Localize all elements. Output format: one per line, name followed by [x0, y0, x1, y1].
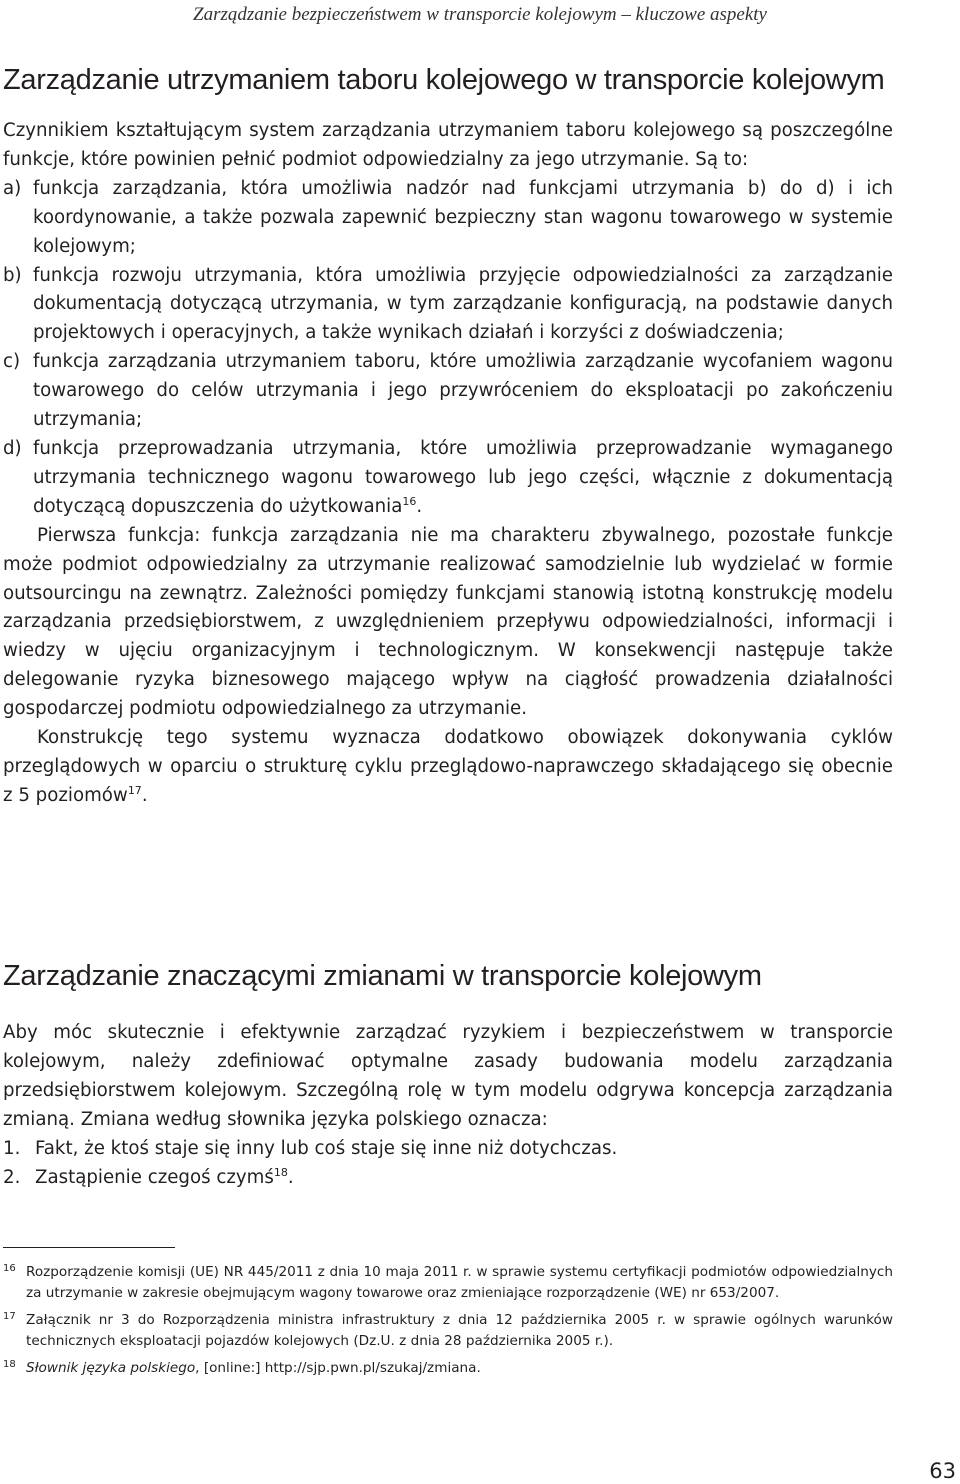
paragraph-change-management: Aby móc skutecznie i efektywnie zarządzać ryzykiem i bezpieczeństwem w transporcie kolejowym, należy zdefiniować optymalne zasady budowania modelu zarządzania przedsiębiorstwem kolejowym. Szczególną rolę w tym modelu odgrywa koncepcja zarządzania zmianą. Zmiana według słownika języka polskiego oznacza: — [3, 1022, 893, 1130]
list-item-b — [3, 262, 893, 349]
intro-paragraph: Czynnikiem kształtującym system zarządzania utrzymaniem taboru kolejowego są poszczególne funkcje, które powinien pełnić podmiot odpowiedzialny za jego utrzymanie. Są to: — [3, 120, 893, 170]
footnote-ref-18[interactable]: 18 — [273, 1165, 288, 1179]
footnote-17 — [3, 1310, 893, 1352]
paragraph-system-wrap — [3, 724, 893, 811]
list-text: Fakt, że ktoś staje się inny lub coś staje się inne niż dotychczas. — [35, 1137, 618, 1159]
list-item-c — [3, 348, 893, 435]
footnote-18 — [3, 1358, 893, 1379]
footnote-number: 18 — [3, 1359, 16, 1370]
list-item-a — [3, 175, 893, 262]
footnote-number: 16 — [3, 1263, 16, 1274]
dictionary-title: Słownik języka polskiego — [26, 1360, 196, 1376]
footnote-16 — [3, 1262, 893, 1304]
footnote-text: Rozporządzenie komisji (UE) NR 445/2011 z dnia 10 maja 2011 r. w sprawie systemu certyfikacji podmiotów odpowiedzialnych za utrzymanie w zakresie obejmującym wagony towarowe oraz zmieniające rozporządzenie (WE) nr 653/2007. — [26, 1264, 893, 1301]
footnote-text: Załącznik nr 3 do Rozporządzenia ministra infrastruktury z dnia 12 października 2005 r. w sprawie ogólnych warunków technicznych eksploatacji pojazdów kolejowych (Dz.U. z dnia 28 października 2005 r.). — [26, 1312, 893, 1349]
numbered-item-2 — [3, 1164, 893, 1193]
list-marker: 1. — [3, 1137, 21, 1159]
page-number: 63 — [929, 1459, 956, 1483]
list-text: funkcja przeprowadzania utrzymania, które umożliwia przeprowadzanie wymaganego utrzymania technicznego wagonu towarowego lub jego części, włącznie z dokumentacją dotyczącą dopuszczenia do użytkowania — [33, 437, 893, 517]
section-heading-maintenance: Zarządzanie utrzymaniem taboru kolejowego w transporcie kolejowym — [3, 64, 885, 96]
list-text-end: . — [416, 495, 423, 517]
section-heading-changes: Zarządzanie znaczącymi zmianami w transporcie kolejowym — [3, 960, 762, 992]
section-body-changes — [3, 1019, 893, 1192]
numbered-item-1 — [3, 1135, 893, 1164]
paragraph-functions: Pierwsza funkcja: funkcja zarządzania nie ma charakteru zbywalnego, pozostałe funkcje może podmiot odpowiedzialny za utrzymanie realizować samodzielnie lub wydzielać w formie outsourcingu na zewnątrz. Zależności pomiędzy funkcjami stanowią istotną konstrukcję modelu zarządzania przedsiębiorstwem, z uwzględnieniem przepływu odpowiedzialności, informacji i wiedzy w ujęciu organizacyjnym i technologicznym. W konsekwencji następuje także delegowanie ryzyka biznesowego mającego wpływ na ciągłość prowadzenia działalności gospodarczej podmiotu odpowiedzialnego za utrzymanie. — [3, 524, 893, 720]
footnote-separator — [3, 1247, 175, 1248]
list-item-d — [3, 435, 893, 522]
footnote-ref-16[interactable]: 16 — [402, 494, 417, 508]
footnote-text-wrap — [26, 1358, 893, 1379]
paragraph-end: . — [141, 784, 148, 806]
running-header: Zarządzanie bezpieczeństwem w transporcie kolejowym – kluczowe aspekty — [193, 4, 767, 25]
list-text-wrap — [33, 435, 893, 522]
paragraph-system: Konstrukcję tego systemu wyznacza dodatkowo obowiązek dokonywania cyklów przeglądowych w oparciu o strukturę cyklu przeglądowo-naprawczego składającego się obecnie z 5 poziomów — [3, 727, 893, 806]
footnote-ref-17[interactable]: 17 — [127, 783, 142, 797]
footnotes — [3, 1262, 893, 1385]
footnote-text: , [online:] http://sjp.pwn.pl/szukaj/zmiana. — [195, 1360, 481, 1376]
footnote-number: 17 — [3, 1311, 16, 1322]
list-marker: a) — [3, 177, 22, 199]
list-text-end: . — [287, 1166, 294, 1188]
list-marker: d) — [3, 437, 22, 459]
section-body-maintenance — [3, 117, 893, 811]
list-marker: 2. — [3, 1166, 21, 1188]
list-text: Zastąpienie czegoś czymś — [35, 1166, 274, 1188]
list-text-wrap — [35, 1164, 294, 1193]
list-marker: c) — [3, 351, 21, 373]
list-text: funkcja zarządzania utrzymaniem taboru, które umożliwia zarządzanie wycofaniem wagonu towarowego do celów utrzymania i jego przywróceniem do eksploatacji po zakończeniu utrzymania; — [33, 351, 893, 431]
list-marker: b) — [3, 264, 22, 286]
list-text: funkcja zarządzania, która umożliwia nadzór nad funkcjami utrzymania b) do d) i ich koordynowanie, a także pozwala zapewnić bezpieczny stan wagonu towarowego w systemie kolejowym; — [33, 177, 893, 257]
list-text: funkcja rozwoju utrzymania, która umożliwia przyjęcie odpowiedzialności za zarządzanie dokumentacją dotyczącą utrzymania, w tym zarządzanie konfiguracją, na podstawie danych projektowych i operacyjnych, a także wynikach działań i korzyści z doświadczenia; — [33, 264, 893, 344]
